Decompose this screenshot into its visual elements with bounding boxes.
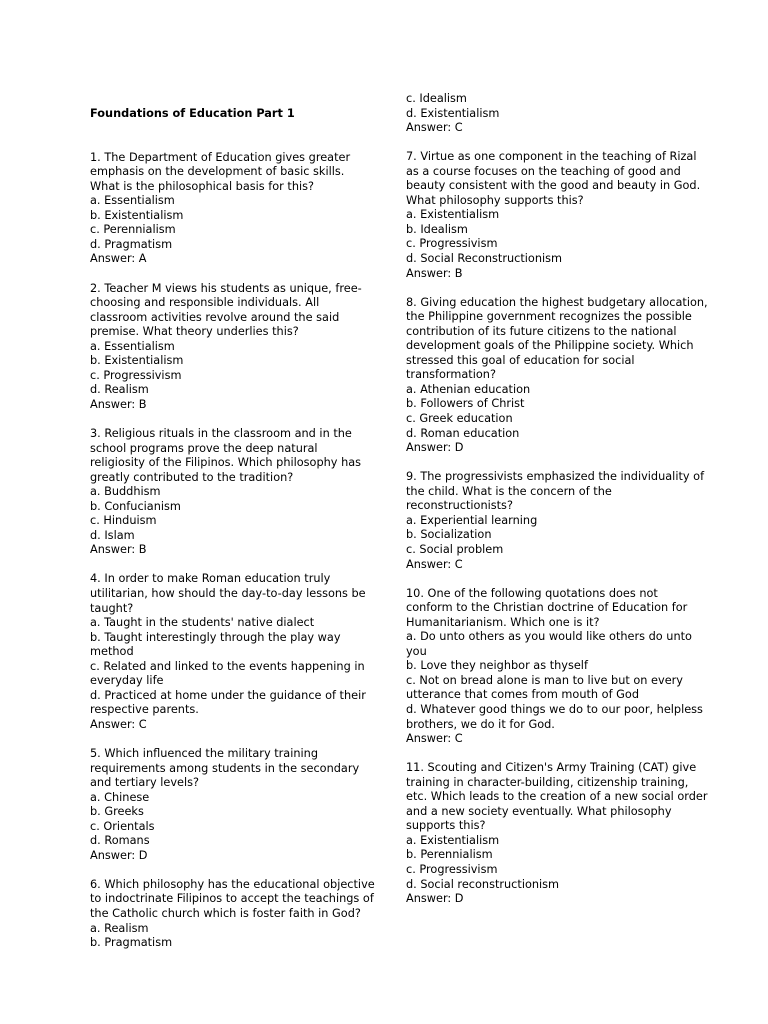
option-a: a. Essentialism xyxy=(90,339,175,353)
answer-line: Answer: C xyxy=(406,732,463,746)
answer-line: Answer: C xyxy=(90,717,147,731)
answer-line: Answer: D xyxy=(406,441,464,455)
option-c: c. Perennialism xyxy=(90,223,176,237)
question-text: 8. Giving education the highest budgetary allocation, the Philippine government recognizes the possible contribution of its future citizens to the national development goals of the Philippine society. Which stressed this goal of education for social transformation? xyxy=(406,295,708,382)
option-c: c. Progressivism xyxy=(406,237,498,251)
option-d: d. Pragmatism xyxy=(90,237,173,251)
left-column xyxy=(90,107,375,965)
option-d: d. Existentialism xyxy=(406,106,500,120)
question-text: 2. Teacher M views his students as unique, free-choosing and responsible individuals. All classroom activities revolve around the said premise. What theory underlies this? xyxy=(90,281,362,339)
option-c: c. Idealism xyxy=(406,92,467,105)
option-a: a. Athenian education xyxy=(406,382,531,396)
option-a: a. Experiential learning xyxy=(406,513,538,527)
answer-line: Answer: B xyxy=(90,397,147,411)
question-block-2 xyxy=(90,282,375,413)
question-block-4 xyxy=(90,572,375,732)
option-b: b. Perennialism xyxy=(406,848,493,862)
question-block-9 xyxy=(406,470,708,572)
option-d: d. Realism xyxy=(90,383,149,397)
question-text: 4. In order to make Roman education truly utilitarian, how should the day-to-day lessons be taught? xyxy=(90,572,366,615)
option-a: a. Do unto others as you would like others do unto you xyxy=(406,630,692,658)
question-text: 5. Which influenced the military training requirements among students in the secondary and tertiary levels? xyxy=(90,747,360,790)
question-text: 6. Which philosophy has the educational objective to indoctrinate Filipinos to accept the teachings of the Catholic church which is foster faith in God? xyxy=(90,877,375,921)
option-b: b. Greeks xyxy=(90,805,144,819)
question-text: 1. The Department of Education gives greater emphasis on the development of basic skills. What is the philosophical basis for this? xyxy=(90,150,351,193)
question-text: 7. Virtue as one component in the teaching of Rizal as a course focuses on the teaching of good and beauty consistent with the good and beauty in God. What philosophy supports this? xyxy=(406,150,701,207)
option-d: d. Romans xyxy=(90,834,150,848)
option-a: a. Buddhism xyxy=(90,485,161,499)
answer-line: Answer: D xyxy=(90,848,148,862)
option-d: d. Social reconstructionism xyxy=(406,877,560,891)
question-block-10 xyxy=(406,587,708,747)
question-text: 9. The progressivists emphasized the individuality of the child. What is the concern of the reconstructionists? xyxy=(406,470,705,513)
option-b: b. Confucianism xyxy=(90,499,181,513)
option-c: c. Hinduism xyxy=(90,514,157,528)
option-a: a. Existentialism xyxy=(406,833,500,847)
answer-line: Answer: B xyxy=(406,266,463,280)
answer-line: Answer: B xyxy=(90,543,147,557)
option-a: a. Taught in the students' native dialect xyxy=(90,616,315,630)
question-block-11 xyxy=(406,761,708,906)
option-c: c. Progressivism xyxy=(90,368,182,382)
question-text: 11. Scouting and Citizen's Army Training (CAT) give training in character-building, citizenship training, etc. Which leads to the creation of a new social order and a new society eventually. What philosophy supports this? xyxy=(406,761,708,833)
option-b: b. Existentialism xyxy=(90,354,184,368)
question-block-7 xyxy=(406,150,708,281)
option-b: b. Taught interestingly through the play way method xyxy=(90,630,341,659)
option-a: a. Realism xyxy=(90,921,149,935)
question-block-5 xyxy=(90,747,375,863)
right-column xyxy=(406,92,708,921)
question-text: 3. Religious rituals in the classroom and in the school programs prove the deep natural religiosity of the Filipinos. Which philosophy has greatly contributed to the tradition? xyxy=(90,426,362,484)
option-c: c. Orientals xyxy=(90,819,155,833)
option-b: b. Pragmatism xyxy=(90,936,173,950)
option-c: c. Social problem xyxy=(406,542,504,556)
question-block-6-continued xyxy=(406,92,708,136)
option-d: d. Social Reconstructionism xyxy=(406,252,563,266)
answer-line: Answer: A xyxy=(90,252,147,266)
question-block-8 xyxy=(406,296,708,456)
option-c: c. Progressivism xyxy=(406,862,498,876)
option-d: d. Islam xyxy=(90,528,135,542)
option-d: d. Whatever good things we do to our poor, helpless brothers, we do it for God. xyxy=(406,702,703,731)
option-b: b. Love they neighbor as thyself xyxy=(406,659,588,673)
option-a: a. Chinese xyxy=(90,790,150,804)
option-b: b. Followers of Christ xyxy=(406,397,525,411)
spacer xyxy=(90,136,375,151)
option-a: a. Existentialism xyxy=(406,208,500,222)
question-block-1 xyxy=(90,151,375,267)
option-c: c. Not on bread alone is man to live but on every utterance that comes from mouth of God xyxy=(406,673,683,702)
option-a: a. Essentialism xyxy=(90,194,175,208)
question-block-6 xyxy=(90,878,375,951)
option-b: b. Idealism xyxy=(406,222,468,236)
option-b: b. Socialization xyxy=(406,528,492,542)
question-text: 10. One of the following quotations does not conform to the Christian doctrine of Education for Humanitarianism. Which one is it? xyxy=(406,586,688,629)
answer-line: Answer: D xyxy=(406,892,464,906)
question-block-3 xyxy=(90,427,375,558)
option-d: d. Practiced at home under the guidance of their respective parents. xyxy=(90,688,366,717)
document-title: Foundations of Education Part 1 xyxy=(90,107,295,120)
option-d: d. Roman education xyxy=(406,426,520,440)
answer-line: Answer: C xyxy=(406,121,463,135)
option-c: c. Related and linked to the events happening in everyday life xyxy=(90,659,365,688)
option-b: b. Existentialism xyxy=(90,208,184,222)
answer-line: Answer: C xyxy=(406,557,463,571)
option-c: c. Greek education xyxy=(406,412,513,426)
